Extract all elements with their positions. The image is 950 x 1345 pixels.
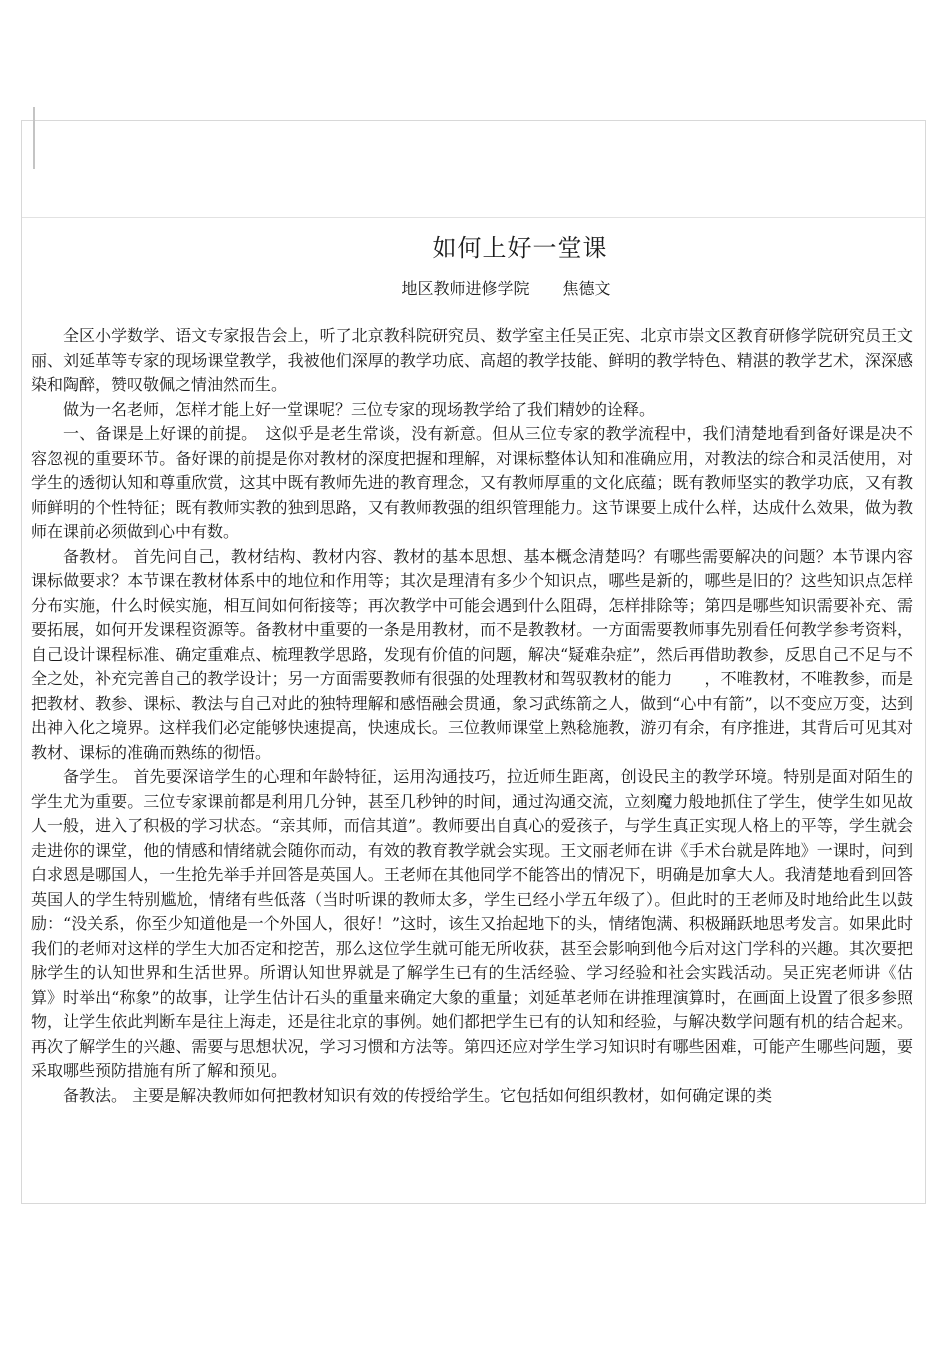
paragraph-prep-students: 备学生。 首先要深谙学生的心理和年龄特征，运用沟通技巧，拉近师生距离，创设民主的教学环境。特别是面对陌生的学生尤为重要。三位专家课前都是利用几分钟，甚至几秒钟的时间，通过沟通交流，立刻魔力般地抓住了学生，使学生如见故人一般，进入了积极的学习状态。“亲其师，而信其道”。教师要出自真心的爱孩子，与学生真正实现人格上的平等，学生就会走进你的课堂，他的情感和情绪就会随你而动，有效的教育教学就会实现。王文丽老师在讲《手术台就是阵地》一课时，问到白求恩是哪国人，一生抢先举手并回答是英国人。王老师在其他同学不能答出的情况下，明确是加拿大人。我清楚地看到回答英国人的学生特别尴尬，情绪有些低落（当时听课的教师太多，学生已经小学五年级了）。但此时的王老师及时地给此生以鼓励：“没关系，你至少知道他是一个外国人，很好！”这时，该生又抬起地下的头，情绪饱满、积极踊跃地思考发言。如果此时我们的老师对这样的学生大加否定和挖苦，那么这位学生就可能无所收获，甚至会影响到他今后对这门学科的兴趣。其次要把脉学生的认知世界和生活世界。所谓认知世界就是了解学生已有的生活经验、学习经验和社会实践活动。吴正宪老师讲《估算》时举出“称象”的故事，让学生估计石头的重量来确定大象的重量；刘延革老师在讲推理演算时，在画面上设置了很多参照物，让学生依此判断车是往上海走，还是往北京的事例。她们都把学生已有的认知和经验，与解决数学问题有机的结合起来。再次了解学生的兴趣、需要与思想状况，学习习惯和方法等。第四还应对学生学习知识时有哪些困难，可能产生哪些问题，要采取哪些预防措施有所了解和预见。 bbox=[31, 767, 913, 1080]
paragraph-prep-premise: 一、备课是上好课的前提。 这似乎是老生常谈，没有新意。但从三位专家的教学流程中，我们清楚地看到备好课是决不容忽视的重要环节。备好课的前提是你对教材的深度把握和理解，对课标整体认知和准确应用，对教法的综合和灵活使用，对学生的透彻认知和尊重欣赏，这其中既有教师先进的教育理念，又有教师厚重的文化底蕴；既有教师坚实的教学功底，又有教师鲜明的个性特征；既有教师实教的独到思路，又有教师教强的组织管理能力。这节课要上成什么样，达成什么效果，做为教师在课前必须做到心中有数。 bbox=[31, 424, 913, 541]
byline bbox=[0, 276, 950, 299]
byline-institution: 地区教师进修学院 bbox=[401, 279, 530, 298]
paragraph-intro: 全区小学数学、语文专家报告会上，听了北京教科院研究员、数学室主任吴正宪、北京市崇文区教育研修学院研究员王文丽、刘延革等专家的现场课堂教学，我被他们深厚的教学功底、高超的教学技能、鲜明的教学特色、精湛的教学艺术，深深感染和陶醉，赞叹敬佩之情油然而生。 bbox=[31, 326, 913, 394]
paragraph-question: 做为一名老师，怎样才能上好一堂课呢？三位专家的现场教学给了我们精妙的诠释。 bbox=[63, 399, 656, 419]
margin-rule bbox=[33, 107, 35, 169]
paragraph-prep-materials: 备教材。 首先问自己，教材结构、教材内容、教材的基本思想、基本概念清楚吗？有哪些需要解决的问题？本节课内容课标做要求？本节课在教材体系中的地位和作用等；其次是理清有多少个知识点，哪些是新的，哪些是旧的？这些知识点怎样分布实施，什么时候实施，相互间如何衔接等；再次教学中可能会遇到什么阻碍，怎样排除等；第四是哪些知识需要补充、需要拓展，如何开发课程资源等。备教材中重要的一条是用教材，而不是教教材。一方面需要教师事先别看任何教学参考资料，自己设计课程标准、确定重难点、梳理教学思路，发现有价值的问题，解决“疑难杂症”，然后再借助教参，反思自己不足与不全之处，补充完善自己的教学设计；另一方面需要教师有很强的处理教材和驾驭教材的能力 ，不唯教材，不唯教参，而是把教材、教参、课标、教法与自己对此的独特理解和感悟融会贯通，象习武练箭之人，做到“心中有箭”，以不变应万变，达到出神入化之境界。这样我们必定能够快速提高，快速成长。三位教师课堂上熟稔施教，游刃有余，有序推进，其背后可见其对教材、课标的准确而熟练的彻悟。 bbox=[31, 546, 913, 762]
document-title: 如何上好一堂课 bbox=[432, 234, 608, 262]
byline-author: 焦德文 bbox=[562, 279, 611, 298]
paragraph-prep-methods: 备教法。 主要是解决教师如何把教材知识有效的传授给学生。它包括如何组织教材，如何确定课的类 bbox=[63, 1085, 773, 1105]
article-body bbox=[31, 324, 913, 1108]
header-band bbox=[22, 121, 925, 218]
